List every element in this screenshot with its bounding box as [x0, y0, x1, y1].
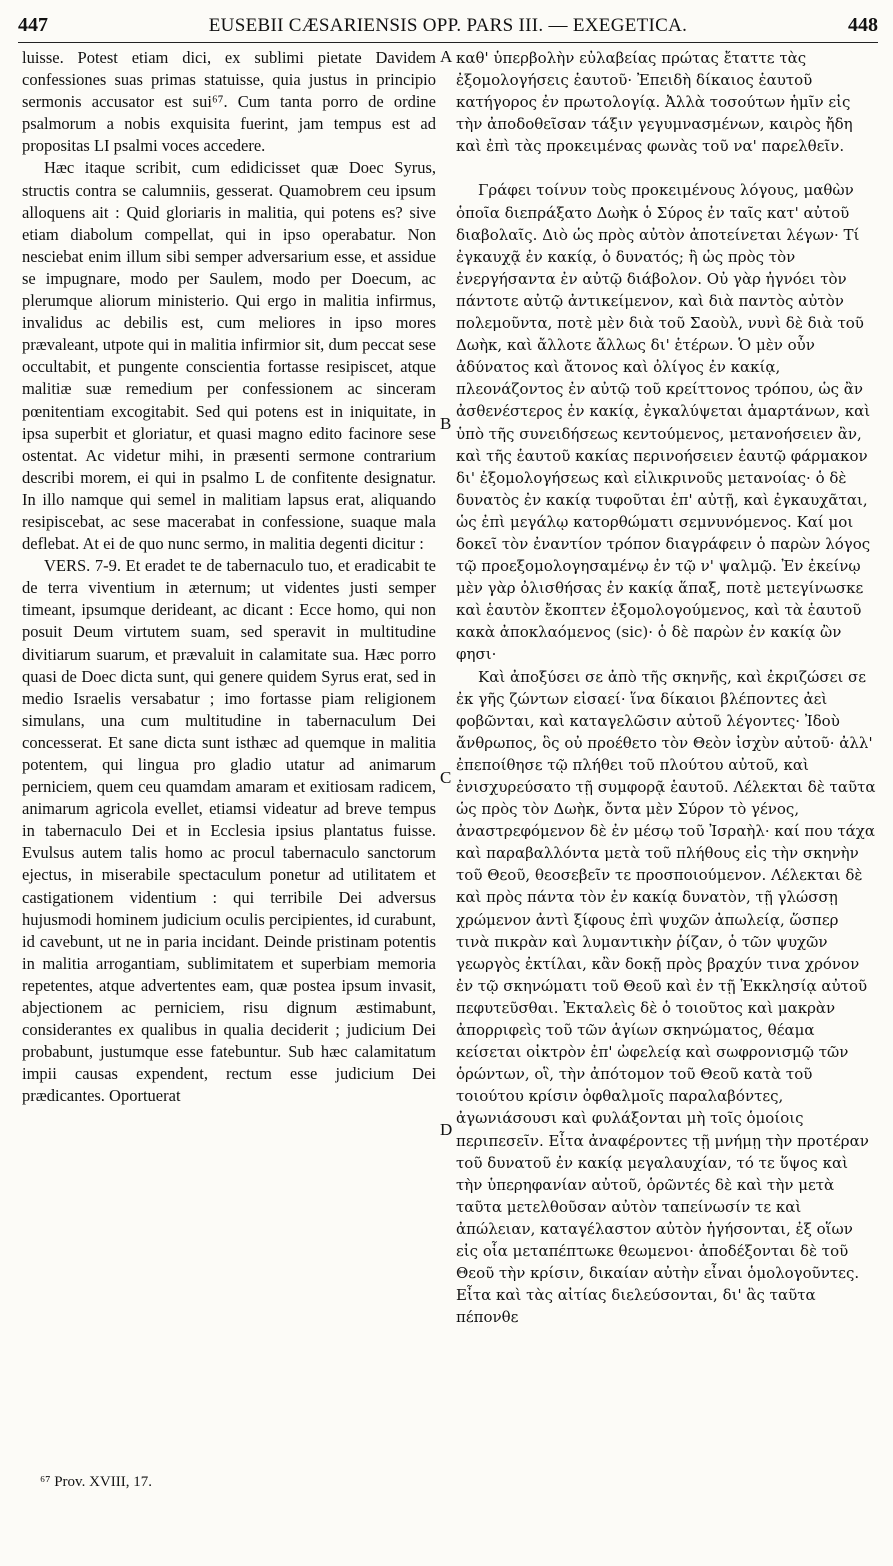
page-number-left: 447	[18, 14, 48, 36]
greek-column	[456, 47, 876, 1328]
latin-column	[22, 47, 436, 1108]
margin-letter-a: A	[440, 47, 453, 66]
margin-letter-d: D	[440, 1120, 453, 1139]
footnote: ⁶⁷ Prov. XVIII, 17.	[40, 1474, 152, 1490]
running-title: EUSEBII CÆSARIENSIS OPP. PARS III. — EXEGETICA.	[208, 15, 688, 36]
greek-paragraph: Καὶ ἀποξύσει σε ἀπὸ τῆς σκηνῆς, καὶ ἐκριζώσει σε ἐκ γῆς ζώντων εἰσαεί· ἵνα δίκαιοι βλέποντες ἀεὶ φοβῶνται, καὶ καταγελῶσιν αὐτοῦ λέγοντες· Ἰδοὺ ἄνθρωπος, ὃς οὐ προέθετο τὸν Θεὸν ἰσχὺν αὐτοῦ· ἀλλ' ἐπεποίθησε τῷ πλήθει τοῦ πλούτου αὐτοῦ, καὶ ἐνισχυρεύσατο τῇ συμφορᾷ ἑαυτοῦ. Λέλεκται δὲ ταῦτα ὡς πρὸς τὸν Δωὴκ, ὄντα μὲν Σύρον τὸ γένος, ἀναστρεφόμενον δὲ ἐν μέσῳ τοῦ Ἰσραὴλ· καί που τάχα καὶ παραβαλλόντα μετὰ τοῦ πλήθους εἰς τὴν σκηνὴν τοῦ Θεοῦ, θεοσεβεῖν τε προσποιούμενον. Λέλεκται δὲ καὶ πρὸς πάντα τὸν ἐν κακίᾳ δυνατὸν, τῇ γλώσσῃ χρώμενον ἀντὶ ξίφους ἐπὶ ψυχῶν ἀπωλείᾳ, ὥσπερ τινὰ πικρὰν καὶ λυμαντικὴν ῥίζαν, ὁ τῶν ψυχῶν γεωργὸς ἐκτίλαι, κἂν δοκῇ πρὸς βραχύν τινα χρόνον ἐν τῷ σκηνώματι τοῦ Θεοῦ καὶ ἐν τῇ Ἐκκλησίᾳ αὐτοῦ πεφυτεῦσθαι. Ἐκταλεὶς δὲ ὁ τοιοῦτος καὶ μακρὰν ἀπορριφεὶς τοῦ τῶν ἁγίων σκηνώματος, θέαμα κείσεται οἰκτρὸν ἐπ' ὠφελείᾳ καὶ σωφρονισμῷ τῶν ὁρώντων, οἳ, τὴν ἀπότομον τοῦ Θεοῦ κατὰ τοῦ τοιούτου κρίσιν ὀφθαλμοῖς παραλαβόντες, ἀγωνιάσουσι καὶ φυλάξονται μὴ τοῖς ὁμοίοις περιπεσεῖν. Εἶτα ἀναφέροντες τῇ μνήμῃ τὴν προτέραν τοῦ δυνατοῦ ἐν κακίᾳ μεγαλαυχίαν, τό τε ὕψος καὶ τὴν ὑπερηφανίαν αὐτοῦ, ὁρῶντές δὲ καὶ τὴν μετὰ ταῦτα μετελθοῦσαν αὐτὸν ταπείνωσίν τε καὶ ἀπώλειαν, καταγέλαστον αὐτὸν ἡγήσονται, ἐξ οἵων εἰς οἷα μεταπέπτωκε θεωμενοι· ἀποδέξονται δὲ τοῦ Θεοῦ τὴν κρίσιν, δικαίαν αὐτὴν εἶναι ὁμολογοῦντες. Εἶτα καὶ τὰς αἰτίας διελεύσονται, δι' ἃς ταῦτα πέπονθε	[456, 667, 876, 1327]
latin-paragraph: Hæc itaque scribit, cum edidicisset quæ Doec Syrus, structis contra se calumniis, gesserat. Quamobrem ceu ipsum alloquens ait : Quid gloriaris in malitia, qui potens es? sive etiam diabolum compellat, qui in ipso operabatur. Non nesciebat enim illum sibi semper adversarium esse, et assidue se impugnare, modo per Saulem, modo per Doecum, ac plerumque aliorum ministerio. Qui ergo in malitia infirmus, invalidus ac debilis est, cum meliores in ipso mores prævaleant, utpote qui in malitia infirmior sit, dum peccat sese occultabit, et pungente conscientia fortasse resipiscet, atque malitiæ suæ remedium per confessionem ac sinceram pœnitentiam excogitabit. Sed qui potens est in iniquitate, in ipsa superbit et gloriatur, et quasi magno edito facinore sese ostentat. Ac videtur mihi, in præsenti sermone contrarium describi morem, ei qui in psalmo L de confitente designatur. In illo namque qui semel in malitiam lapsus erat, aliquando resipiscebat, ac sese macerabat in confessione, suaque mala deflebat. At ei de quo nunc sermo, in malitia degenti dicitur :	[22, 158, 436, 554]
page-number-right: 448	[848, 14, 878, 36]
latin-paragraph: luisse. Potest etiam dici, ex sublimi pietate Davidem confessiones suas primas statuisse, quia justus in principio sermonis accusator est sui⁶⁷. Cum tanta porro de ordine psalmorum a nobis exquisita fuerint, jam tempus est ad propositas LI psalmi voces accedere.	[22, 48, 436, 156]
latin-paragraph: VERS. 7-9. Et eradet te de tabernaculo tuo, et eradicabit te de terra viventium in æternum; ut videntes justi semper timeant, ipsumque derideant, ac dicant : Ecce homo, qui non posuit Deum virtutem suam, sed speravit in multitudine divitiarum suarum, et prævaluit in calamitate sua. Hæc porro quasi de Doec dicta sunt, qui genere quidem Syrus erat, sed in medio Israelis versabatur ; imo fortasse piam religionem simulans, una cum multitudine in tabernaculum Dei concesserat. Et sane dicta sunt isthæc ad quemque in malitia potentem, qui lingua pro gladio utatur ad animarum perniciem, quem ceu quamdam amaram et exitiosam radicem, animarum agricola evellet, etiamsi videatur ad breve tempus in tabernaculo Dei et in Ecclesia ipsius plantatus fuisse. Evulsus autem talis homo ac procul tabernaculo sanctorum ejectus, in miserabile spectaculum ponetur ad utilitatem et castigationem videntium : qui terribile Dei adversus hujusmodi hominem judicium oculis percipientes, id curabunt, id cavebunt, ut ne in paria incidant. Deinde pristinam potentis in malitia arrogantiam, sublimitatem et superbiam memoria repetentes, atque advertentes eam, quæ postea ipsum invasit, abjectionem ac perniciem, risu dignum æstimabunt, considerantes ex qualibus in qualia deciderit ; judicium Dei probabunt, justumque esse fatebuntur. Sub hæc calamitatum impii causas expendent, rectum esse judicium Dei prædicantes. Oportuerat	[22, 556, 436, 1106]
running-header	[18, 14, 878, 43]
greek-paragraph: Γράφει τοίνυν τοὺς προκειμένους λόγους, μαθὼν ὁποῖα διεπράξατο Δωὴκ ὁ Σύρος ἐν ταῖς κατ' αὐτοῦ διαβολαῖς. Διὸ ὡς πρὸς αὐτὸν ἀποτείνεται λέγων· Τί ἐγκαυχᾷ ἐν κακίᾳ, ὁ δυνατός; ἢ ὡς πρὸς τὸν ἐνεργήσαντα ἐν αὐτῷ διάβολον. Οὐ γὰρ ἠγνόει τὸν πάντοτε αὐτῷ ἀντικείμενον, καὶ διὰ παντὸς αὐτὸν πολεμοῦντα, ποτὲ μὲν διὰ τοῦ Σαοὺλ, νυνὶ δὲ διὰ τοῦ Δωὴκ, καὶ ἄλλοτε ἄλλως δι' ἑτέρων. Ὁ μὲν οὖν ἀδύνατος καὶ ἄτονος καὶ ὀλίγος ἐν κακίᾳ, πλεονάζοντος ἐν αὐτῷ τοῦ κρείττονος τρόπου, ὡς ἂν ἀσθενέστερος ἐν κακίᾳ, ἐγκαλύψεται ἁμαρτάνων, καὶ ὑπὸ τῆς συνειδήσεως κεντούμενος, μετανοήσειεν ἂν, καὶ τῆς ἑαυτοῦ κακίας περινοήσειεν ἑαυτῷ φάρμακον δι' ἐξομολογήσεως καὶ εἰλικρινοῦς μετανοίας· ὁ δὲ δυνατὸς ἐν κακίᾳ τυφοῦται ἐπ' αὐτῇ, καὶ ἐγκαυχᾶται, ὡς ἐπὶ μεγάλῳ κατορθώματι σεμνυνόμενος. Καί μοι δοκεῖ τὸν ἐναντίον τρόπον διαγράφειν ὁ παρὼν λόγος τῷ προεξομολογησαμένῳ ἐν τῷ ν' ψαλμῷ. Ἐν ἐκείνῳ μὲν γὰρ ὀλισθήσας ἐν κακίᾳ ἅπαξ, ποτὲ μετεγίνωσκε καὶ ἑαυτὸν ἔκοπτεν ἐξομολογούμενος, καὶ τὰ ἑαυτοῦ κακὰ ἀποκλαόμενος (sic)· ὁ δὲ παρὼν ἐν κακίᾳ ὢν φησι·	[456, 181, 871, 664]
margin-letter-b: B	[440, 414, 452, 433]
margin-letter-c: C	[440, 768, 452, 787]
greek-paragraph: καθ' ὑπερβολὴν εὐλαβείας πρώτας ἔταττε τὰς ἐξομολογήσεις ἑαυτοῦ· Ἐπειδὴ δίκαιος ἑαυτοῦ κατήγορος ἐν πρωτολογίᾳ. Ἀλλὰ τοσούτων ἡμῖν εἰς τὴν ἀποδοθεῖσαν τάξιν γεγυμνασμένων, καιρὸς ἤδη καὶ ἐπὶ τὰς προκειμένας φωνὰς τοῦ να' παρελθεῖν.	[456, 49, 853, 156]
